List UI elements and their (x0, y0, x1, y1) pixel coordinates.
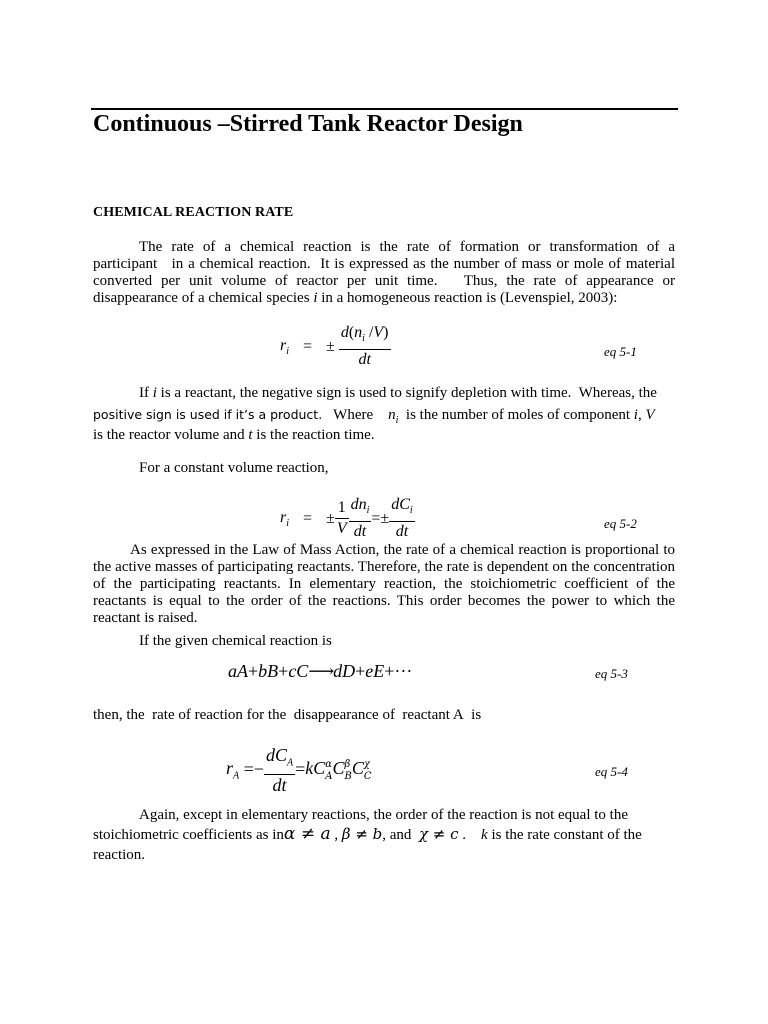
paragraph-sign-line1: If i is a reactant, the negative sign is used to signify depletion with time. Whereas, the (139, 385, 657, 401)
paragraph-order-line2: stoichiometric coefficients as inα ≠ a , β ≠ b, and χ ≠ c . k is the rate constant of the (93, 824, 642, 844)
paragraph-constant-volume: For a constant volume reaction, (139, 460, 329, 476)
paragraph-sign-line3: is the reactor volume and t is the reaction time. (93, 427, 375, 443)
paragraph-order-line3: reaction. (93, 847, 146, 863)
paragraph-sign-line2: positive sign is used if it’s a product. Where $n_i$ is the number of moles of component i, V (93, 407, 655, 426)
page-title: Continuous –Stirred Tank Reactor Design (93, 111, 523, 137)
equation-5-4: $r_A$ =− $\frac{dC_A}{dt}$ =kC $_{\alpha A}$C $_{\beta B}$C $_{\chi C}$ (226, 745, 372, 795)
equation-5-2: $r_i$ = ± $\frac{1}{V}$ $\frac{dn_i}{dt}$ =± $\frac{dC_i}{dt}$ (280, 496, 413, 541)
section-heading: CHEMICAL REACTION RATE (93, 205, 294, 220)
equation-5-3: aA+bB+cC⟶dD+eE+··· (228, 661, 413, 681)
paragraph-rate-disappearance: then, the rate of reaction for the disappearance of reactant A is (93, 707, 482, 723)
equation-label-5-4: eq 5-4 (595, 764, 628, 779)
paragraph-mass-action: As expressed in the Law of Mass Action, the rate of a chemical reaction is proportional to the active masses of participating reactants. Therefore, the rate is dependent on the concentration of the participating reactants. In elementary reaction, the stoichiometric coefficient of the reactants is equal to the order of the reactions. This order becomes the power to which the reactant is raised. (93, 542, 675, 626)
title-rule (91, 108, 678, 110)
paragraph-given-reaction: If the given chemical reaction is (139, 633, 332, 649)
paragraph-intro: The rate of a chemical reaction is the rate of formation or transformation of a participant in a chemical reaction. It is expressed as the number of mass or mole of material converted per unit volume of reactor per unit time. Thus, the rate of appearance or disappearance of a chemical species i in a homogeneous reaction is (Levenspiel, 2003): (93, 239, 675, 306)
equation-label-5-3: eq 5-3 (595, 666, 628, 681)
equation-label-5-2: eq 5-2 (604, 516, 637, 531)
equation-5-1: $r_i$ = ± $\frac{d(n_i /V)}{dt}$ (280, 324, 389, 369)
equation-label-5-1: eq 5-1 (604, 344, 637, 359)
paragraph-order-line1: Again, except in elementary reactions, the order of the reaction is not equal to the (139, 807, 628, 823)
